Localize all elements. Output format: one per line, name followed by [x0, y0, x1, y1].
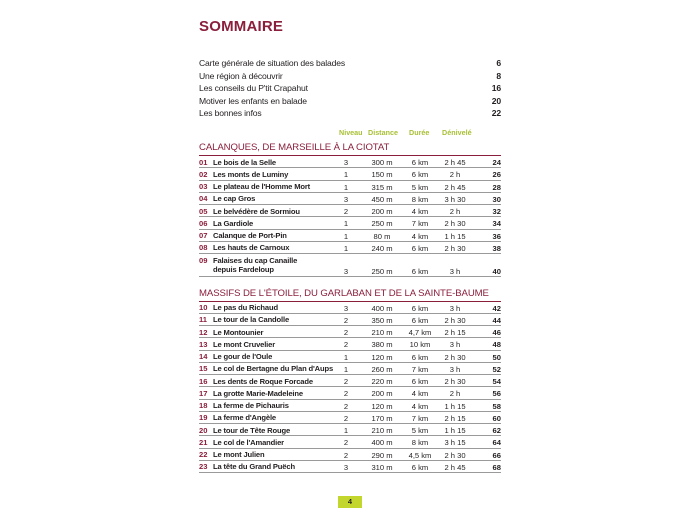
walk-page: 28	[492, 182, 501, 192]
walk-name-line: Calanque de Port-Pin	[213, 231, 287, 240]
walk-name	[213, 364, 333, 373]
walk-name-line: Le gour de l'Oule	[213, 352, 273, 361]
walk-name-line: depuis Fardeloup	[213, 264, 274, 274]
walk-distance: 120 m	[371, 401, 393, 411]
walk-level: 2	[343, 315, 349, 325]
walk-duration: 4,5 km	[408, 450, 432, 460]
walk-number: 15	[199, 364, 208, 374]
walk-name	[213, 340, 275, 349]
walk-name-line: Le mont Julien	[213, 450, 265, 459]
walk-name-line: La ferme de Pichauris	[213, 401, 289, 410]
walk-elevation: 2 h 15	[444, 413, 466, 423]
walk-name	[213, 158, 276, 167]
walk-level: 3	[343, 266, 349, 276]
walk-name	[213, 426, 290, 435]
walk-duration: 7 km	[411, 413, 429, 423]
walk-name	[213, 450, 264, 459]
walk-page: 54	[492, 377, 501, 386]
walk-duration: 6 km	[411, 352, 429, 362]
walk-row	[199, 375, 501, 387]
walk-elevation: 3 h	[449, 340, 461, 350]
walk-name	[213, 256, 297, 274]
intro-list	[199, 58, 501, 121]
walk-number: 12	[199, 327, 208, 337]
walk-level: 2	[343, 413, 349, 423]
walk-row	[199, 351, 501, 363]
walk-duration: 4,7 km	[408, 328, 432, 337]
walk-page: 64	[492, 438, 501, 448]
walk-level: 1	[343, 170, 349, 180]
walk-name	[213, 182, 310, 191]
walk-number: 20	[199, 425, 208, 435]
walk-name-line: La Gardiole	[213, 218, 254, 228]
page-number: 4	[338, 496, 362, 508]
walk-row	[199, 363, 501, 375]
walk-duration: 6 km	[411, 266, 429, 276]
walk-table-calanques	[199, 156, 501, 277]
walk-row	[199, 181, 501, 193]
walk-name	[213, 401, 289, 410]
walk-number: 17	[199, 388, 208, 398]
intro-item-page: 8	[496, 70, 501, 81]
walk-duration: 4 km	[411, 401, 429, 411]
walk-elevation: 3 h	[449, 266, 461, 276]
walk-name-line: Le mont Cruvelier	[213, 339, 276, 349]
intro-item-label: Les bonnes infos	[199, 108, 262, 118]
walk-name	[213, 462, 295, 471]
walk-level: 1	[343, 219, 349, 229]
walk-row	[199, 217, 501, 229]
walk-level: 1	[343, 182, 349, 192]
walk-distance: 450 m	[371, 194, 393, 204]
walk-row	[199, 400, 501, 412]
walk-row	[199, 168, 501, 180]
walk-page: 52	[492, 364, 501, 374]
walk-number: 14	[199, 352, 208, 361]
walk-row	[199, 254, 501, 277]
walk-elevation: 2 h 45	[444, 462, 466, 472]
walk-duration: 8 km	[411, 438, 429, 448]
walk-row	[199, 242, 501, 254]
walk-name	[213, 328, 263, 337]
intro-item	[199, 96, 501, 109]
walk-duration: 6 km	[411, 315, 429, 325]
walk-page: 68	[492, 462, 501, 472]
walk-level: 2	[343, 207, 349, 216]
walk-level: 2	[343, 328, 349, 337]
walk-page: 42	[492, 303, 501, 313]
walk-page: 44	[492, 315, 501, 325]
intro-item-page: 20	[491, 95, 501, 106]
walk-elevation: 3 h 30	[444, 194, 466, 204]
walk-page: 48	[492, 340, 501, 350]
walk-elevation: 1 h 15	[444, 426, 466, 435]
walk-level: 2	[343, 450, 349, 460]
walk-level: 1	[343, 231, 349, 241]
intro-item	[199, 108, 501, 121]
walk-row	[199, 302, 501, 314]
walk-name	[213, 231, 287, 240]
walk-distance: 400 m	[371, 303, 393, 313]
walk-name-line: Le bois de la Selle	[213, 157, 276, 167]
walk-distance: 250 m	[371, 266, 393, 276]
walk-duration: 6 km	[411, 170, 429, 180]
walk-name-line: Les hauts de Carnoux	[213, 243, 290, 253]
walk-number: 01	[199, 157, 208, 167]
walk-number: 19	[199, 413, 208, 423]
walk-level: 1	[343, 364, 349, 374]
walk-name-line: Le col de l'Amandier	[213, 437, 284, 447]
walk-page: 50	[492, 352, 501, 362]
walk-distance: 150 m	[371, 170, 393, 180]
walk-level: 2	[343, 389, 349, 399]
walk-level: 3	[343, 194, 349, 204]
walk-distance: 260 m	[371, 364, 393, 374]
walk-name	[213, 438, 284, 447]
intro-item-page: 6	[496, 58, 501, 68]
walk-number: 21	[199, 437, 208, 447]
walk-distance: 250 m	[371, 219, 393, 229]
walk-distance: 300 m	[371, 158, 393, 167]
walk-elevation: 2 h 45	[444, 182, 466, 192]
walk-elevation: 2 h 30	[444, 243, 466, 253]
walk-elevation: 2 h 30	[444, 315, 466, 325]
walk-row	[199, 193, 501, 205]
walk-number: 11	[199, 315, 208, 325]
walk-name-line: Le cap Gros	[213, 194, 256, 204]
walk-page: 30	[492, 194, 501, 204]
walk-row	[199, 424, 501, 436]
walk-name-line: Le pas du Richaud	[213, 303, 278, 312]
walk-page: 34	[492, 219, 501, 229]
walk-name	[213, 194, 255, 203]
walk-row	[199, 449, 501, 461]
walk-level: 3	[343, 158, 349, 167]
walk-name	[213, 352, 272, 361]
walk-elevation: 2 h	[449, 389, 461, 399]
walk-row	[199, 412, 501, 424]
walk-name-line: La tête du Grand Puëch	[213, 462, 295, 472]
column-header-level: Niveau	[339, 128, 363, 137]
walk-level: 2	[343, 438, 349, 448]
walk-duration: 8 km	[411, 194, 429, 204]
walk-name-line: Le plateau de l'Homme Mort	[213, 182, 311, 191]
walk-duration: 7 km	[411, 364, 429, 374]
walk-elevation: 2 h 30	[444, 450, 466, 460]
intro-item	[199, 58, 501, 71]
walk-distance: 315 m	[371, 182, 393, 192]
walk-number: 09	[199, 255, 208, 265]
walk-page: 40	[492, 266, 501, 276]
walk-distance: 210 m	[371, 328, 393, 337]
intro-item-page: 22	[491, 108, 501, 118]
column-header-elevation: Dénivelé	[442, 128, 472, 137]
walk-name-line: La ferme d'Angèle	[213, 413, 276, 423]
walk-elevation: 1 h 15	[444, 401, 466, 411]
intro-item-label: Carte générale de situation des balades	[199, 58, 346, 68]
walk-duration: 6 km	[411, 303, 429, 313]
walk-name	[213, 377, 313, 386]
walk-level: 2	[343, 401, 349, 411]
walk-number: 07	[199, 231, 208, 240]
walk-elevation: 3 h	[449, 303, 461, 313]
walk-elevation: 1 h 15	[444, 231, 466, 241]
walk-page: 56	[492, 389, 501, 399]
walk-row	[199, 436, 501, 448]
walk-name-line: Le Montounier	[213, 327, 264, 337]
walk-level: 3	[343, 462, 349, 472]
walk-name-line: Le tour de Tête Rouge	[213, 425, 291, 435]
walk-page: 58	[492, 401, 501, 411]
walk-name-line: Le tour de la Candolle	[213, 315, 290, 325]
walk-duration: 4 km	[411, 207, 429, 216]
walk-row	[199, 326, 501, 338]
page-title: SOMMAIRE	[199, 18, 284, 35]
walk-name	[213, 389, 303, 398]
walk-name	[213, 413, 276, 422]
walk-distance: 220 m	[371, 377, 393, 386]
walk-name	[213, 315, 289, 324]
walk-level: 3	[343, 303, 349, 313]
walk-distance: 80 m	[373, 231, 391, 241]
walk-page: 66	[492, 450, 501, 460]
walk-distance: 240 m	[371, 243, 393, 253]
walk-elevation: 2 h	[449, 207, 461, 216]
walk-elevation: 2 h	[449, 170, 461, 180]
walk-level: 2	[343, 377, 349, 386]
walk-number: 13	[199, 339, 208, 349]
intro-item-page: 16	[491, 83, 501, 93]
walk-number: 10	[199, 303, 208, 312]
walk-number: 18	[199, 401, 208, 410]
walk-level: 2	[343, 340, 349, 350]
walk-row	[199, 230, 501, 242]
walk-number: 04	[199, 194, 208, 204]
walk-number: 03	[199, 182, 208, 191]
walk-distance: 380 m	[371, 340, 393, 350]
walk-number: 22	[199, 450, 208, 459]
walk-row	[199, 314, 501, 326]
walk-elevation: 2 h 45	[444, 158, 466, 167]
intro-item-label: Une région à découvrir	[199, 70, 283, 81]
walk-elevation: 3 h	[449, 364, 461, 374]
walk-name	[213, 303, 278, 312]
walk-elevation: 3 h 15	[444, 438, 466, 448]
column-header-distance: Distance	[368, 128, 398, 137]
walk-row	[199, 387, 501, 399]
walk-duration: 6 km	[411, 462, 429, 472]
walk-number: 06	[199, 218, 208, 228]
intro-item	[199, 83, 501, 96]
walk-name-line: La grotte Marie-Madeleine	[213, 388, 303, 398]
walk-duration: 5 km	[411, 426, 429, 435]
walk-number: 08	[199, 243, 208, 253]
walk-elevation: 2 h 15	[444, 328, 466, 337]
walk-distance: 350 m	[371, 315, 393, 325]
walk-duration: 10 km	[409, 340, 431, 350]
intro-item-label: Les conseils du P'tit Crapahut	[199, 83, 308, 93]
walk-distance: 170 m	[371, 413, 393, 423]
walk-distance: 210 m	[371, 426, 393, 435]
walk-name-line: Les dents de Roque Forcade	[213, 376, 313, 386]
walk-duration: 4 km	[411, 231, 429, 241]
walk-duration: 4 km	[411, 389, 429, 399]
walk-elevation: 2 h 30	[444, 219, 466, 229]
walk-level: 1	[343, 426, 349, 435]
walk-name	[213, 170, 288, 179]
walk-number: 23	[199, 462, 208, 472]
walk-name-line: Le belvédère de Sormiou	[213, 206, 300, 216]
walk-row	[199, 205, 501, 217]
walk-table-massifs	[199, 302, 501, 474]
walk-elevation: 2 h 30	[444, 377, 466, 386]
walk-row	[199, 156, 501, 168]
walk-name-line: Les monts de Luminy	[213, 169, 289, 179]
walk-page: 46	[492, 328, 501, 337]
walk-duration: 6 km	[411, 243, 429, 253]
walk-page: 26	[492, 170, 501, 180]
walk-duration: 6 km	[411, 158, 429, 167]
intro-item	[199, 71, 501, 84]
walk-distance: 200 m	[371, 389, 393, 399]
walk-distance: 120 m	[371, 352, 393, 362]
walk-page: 62	[492, 426, 501, 435]
walk-name	[213, 219, 253, 228]
walk-duration: 7 km	[411, 219, 429, 229]
walk-distance: 400 m	[371, 438, 393, 448]
walk-row	[199, 461, 501, 473]
section-title-massifs: MASSIFS DE L'ÉTOILE, DU GARLABAN ET DE LA SAINTE-BAUME	[199, 288, 489, 299]
walk-name	[213, 243, 289, 252]
walk-distance: 310 m	[371, 462, 393, 472]
walk-level: 1	[343, 243, 349, 253]
walk-page: 24	[492, 158, 501, 167]
section-title-calanques: CALANQUES, DE MARSEILLE À LA CIOTAT	[199, 142, 390, 153]
walk-distance: 200 m	[371, 207, 393, 216]
walk-distance: 290 m	[371, 450, 393, 460]
walk-page: 36	[492, 231, 501, 241]
walk-duration: 5 km	[411, 182, 429, 192]
walk-name-line: Le col de Bertagne du Plan d'Aups	[213, 364, 334, 374]
walk-number: 16	[199, 376, 208, 386]
walk-page: 32	[492, 207, 501, 216]
walk-level: 1	[343, 352, 349, 362]
walk-name-line: Falaises du cap Canaille	[213, 255, 298, 265]
walk-page: 38	[492, 243, 501, 253]
walk-row	[199, 338, 501, 350]
walk-number: 02	[199, 169, 208, 179]
walk-duration: 6 km	[411, 377, 429, 386]
walk-name	[213, 207, 300, 216]
walk-number: 05	[199, 206, 208, 216]
walk-elevation: 2 h 30	[444, 352, 466, 362]
column-header-duration: Durée	[409, 128, 430, 137]
walk-page: 60	[492, 413, 501, 423]
intro-item-label: Motiver les enfants en balade	[199, 95, 307, 106]
